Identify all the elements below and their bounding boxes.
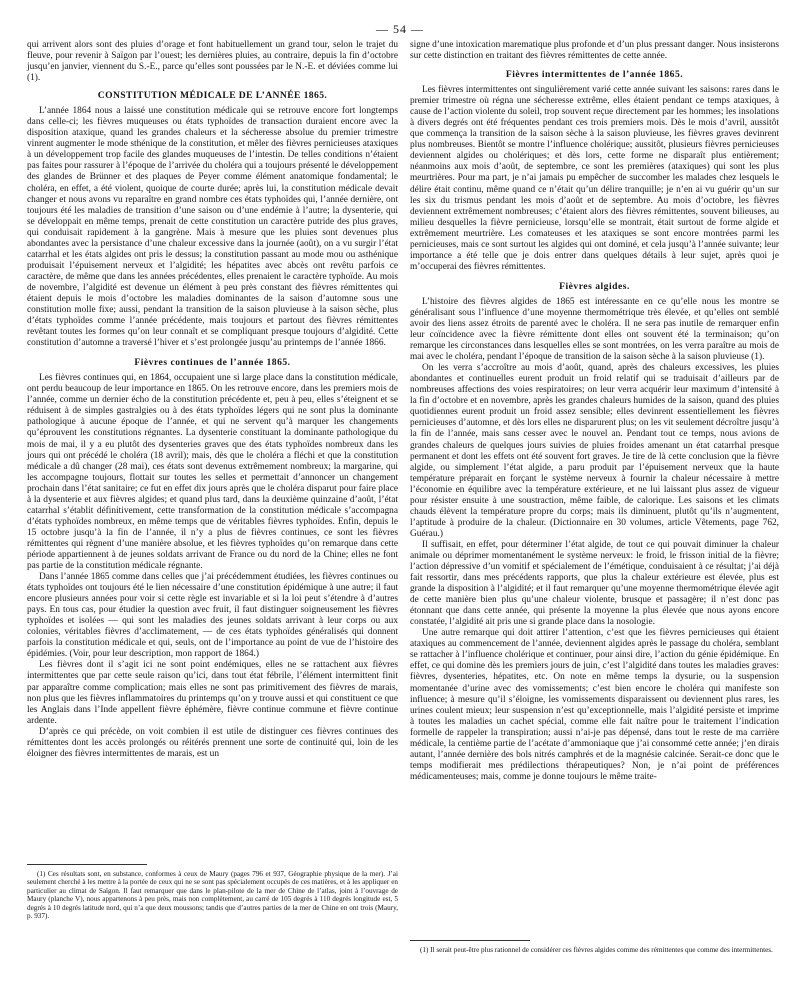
- footnote-rule-left: [27, 864, 147, 865]
- paragraph-intermittentes: Les fièvres intermittentes ont singulièrement varié cette année suivant les saisons: rares dans le premier trimestre où régna une sécheresse extrême, elles étaient pendant ce temps ataxiques, à cause de l’action violente du soleil, trop souvent reçue directement par les hommes; les insolations à divers degrés ont été fréquentes pendant ces trois premiers mois. Dès le mois d’avril, aussitôt que commença la transition de la saison sèche à la saison pluvieuse, les fièvres graves devinrent plus nombreuses. Bientôt se montre l’influence cholérique; aussitôt, plusieurs fièvres pernicieuses deviennent algides ou cholériques; et dès lors, cette forme ne disparaît plus entièrement; néanmoins aux mois d’août, de septembre, ce sont les premières (ataxiques) qui sont les plus meurtrières. Pour ma part, je n’ai jamais pu empêcher de succomber les malades chez lesquels le délire était continu, même quand ce n’était qu’un délire tranquille; je n’en ai vu guérir qu’un sur les six du trismus pendant les mois d’août et de septembre. Au mois d’octobre, les fièvres deviennent extrêmement nombreuses; c’étaient alors des fièvres rémittentes, souvent bilieuses, au milieu desquelles la fièvre pernicieuse, lorsqu’elle se montrait, était surtout de forme algide et extrêmement meurtrière. Les comateuses et les ataxiques se sont encore montrées parmi les pernicieuses, mais ce sont surtout les algides qui ont dominé, et cela jusqu’à l’année suivante; leur importance a été telle que je dois entrer dans quelques détails à leur sujet, après quoi je m’occuperai des fièvres rémittentes.: [410, 85, 779, 272]
- footnote-rule-right: [410, 940, 530, 941]
- footnote-right: (1) Il serait peut-être plus rationnel de considérer ces fièvres algides comme des rémittentes que comme des intermittentes.: [420, 946, 773, 954]
- paragraph-continues-3: Les fièvres dont il s’agit ici ne sont point endémiques, elles ne se rattachent aux fièvres intermittentes que par cette seule raison qu’ici, dans tout état fébrile, l’élément intermittent finit par apparaître comme complication; mais elles ne sont pas primitivement des fièvres de marais, non plus que les fièvres inflammatoires du printemps qu’on y trouve aussi et qui constituent ce que les Anglais dans l’Inde appellent fièvre éphémère, fièvre continue commune et fièvre continue ardente.: [27, 660, 398, 726]
- paragraph-algides-2: On les verra s’accroître au mois d’août, quand, après des chaleurs excessives, les pluies abondantes et continuelles eurent produit un froid relatif qui se traduisait d’ailleurs par de nombreuses affections des voies respiratoires; on leur verra acquérir leur maximum d’intensité à la fin d’octobre et en novembre, après les grandes chaleurs humides de la saison, quand des pluies quotidiennes eurent produit un froid assez sensible; elles devinrent essentiellement les fièvres pernicieuses d’automne, et dès lors elles ne disparurent plus; on les vit seulement décroître jusqu’à la fin de l’année, mais sans cesser avec le nouvel an. Pendant tout ce temps, nous avions de grandes chaleurs de quelques jours suivies de pluies froides amenant un état catarrhal presque permanent et dont les effets ont été souvent fort graves. Je tire de là cette conclusion que la fièvre algide, ou simplement l’état algide, a paru produit par l’épuisement nerveux que la haute température préparait en forçant le système nerveux à fournir la chaleur nécessaire à mettre l’économie en équilibre avec la température extérieure, et ne lui laissant plus assez de vigueur pour résister ensuite à une soustraction, même faible, de calorique. Les saisons et les climats chauds élèvent la température propre du corps; mais ils diminuent, plutôt qu’ils n’augmentent, l’aptitude à produire de la chaleur. (Dictionnaire en 30 volumes, article Vêtements, page 762, Guérau.): [410, 363, 779, 539]
- paragraph-algides-3: Il suffisait, en effet, pour déterminer l’état algide, de tout ce qui pouvait diminuer la chaleur animale ou déprimer momentanément le système nerveux: le froid, le frisson initial de la fièvre; l’action dépressive d’un vomitif et spécialement de l’émétique, conduisaient à ce résultat; j’ai déjà fait ressortir, dans mes précédents rapports, que plus la chaleur extérieure est élevée, plus est grande la disposition à l’algidité; et il faut remarquer qu’une moyenne thermométrique élevée agit de cette manière bien plus qu’une chaleur violente, brusque et passagère; il n’est donc pas étonnant que dans cette année, qui présente la moyenne la plus élevée que nous ayons encore constatée, l’algidité ait pris une si grande place dans la nosologie.: [410, 539, 779, 628]
- right-column: [410, 40, 779, 783]
- section-heading-algides: Fièvres algides.: [559, 280, 630, 292]
- paragraph-continues-4: D’après ce qui précède, on voit combien il est utile de distinguer ces fièvres continues des rémittentes dont les accès prolongés ou réitérés prennent une sorte de continuité qui, loin de les éloigner des fièvres intermittentes de marais, est un: [27, 726, 398, 759]
- section-heading-continues: Fièvres continues de l’année 1865.: [134, 357, 291, 369]
- paragraph-continuation: signe d’une intoxication marematique plus profonde et d’un plus pressant danger. Nous insisterons sur cette distinction en traitant des fièvres rémittentes de cette année.: [410, 40, 779, 62]
- page-number: — 54 —: [376, 22, 424, 36]
- footnote-left: (1) Ces résultats sont, en substance, conformes à ceux de Maury (pages 796 et 937, Géographie physique de la mer). J’ai seulement cherché à les mettre à la portée de ceux qui ne se sont pas spécialement occupés de ces matières, et à les appliquer en particulier au climat de Saïgon. Il faut remarquer que dans le plan-pilote de la mer de Chine de l’atlas, joint à l’ouvrage de Maury (planche V), nous appartenons à peu près, mais non complètement, au carré de 105 degrés à 110 degrés longitude est, 5 degrés à 10 degrés latitude nord, qui n’a que deux moussons; tandis que d’autres parties de la mer de Chine en ont trois (Maury, p. 937).: [27, 870, 398, 921]
- intro-paragraph: qui arrivent alors sont des pluies d’orage et font habituellement un grand tour, selon le trajet du fleuve, pour revenir à Saïgon par l’ouest; les dernières pluies, au contraire, depuis la fin d’octobre jusqu’en janvier, viennent du S.-E., parce qu’elles sont poussées par le N.-E. et déviées comme lui (1).: [27, 40, 398, 84]
- paragraph-constitution: L’année 1864 nous a laissé une constitution médicale qui se retrouve encore fort longtemps dans celle-ci; les fièvres muqueuses ou états typhoïdes de transaction duraient encore avec la disposition ataxique, quand les grandes chaleurs et la sécheresse absolue du premier trimestre vinrent augmenter le mode sthénique de la constitution, et mêler des fièvres pernicieuses ataxiques à un développement trop facile des glandes muqueuses de l’intestin. De telles conditions n’étaient pas faites pour rassurer à l’époque de l’arrivée du choléra qui a toujours présenté le développement des glandes de Brünner et des plaques de Peyer comme élément anatomique fondamental; le choléra, en effet, a été violent, quoique de courte durée; après lui, la constitution médicale devait changer et nous avons vu reparaître en grand nombre ces états typhoïdes qui, l’année dernière, ont toujours été les maladies de transition d’une saison ou d’une endémie à l’autre; la dysenterie, qui se développait en même temps, prenait de cette constitution un caractère putride des plus graves, qui conduisait rapidement à la gangrène. Mais à mesure que les pluies sont devenues plus abondantes avec la persistance d’une chaleur excessive dans la journée (août), on a vu surgir l’état catarrhal et les états algides ont pris le dessus; la constitution passant au mode mou ou asthénique produisait l’épuisement nerveux et l’algidité; les hépatites avec abcès ont revêtu parfois ce caractère, de même que dans les années précédentes, elles prenaient le caractère typhoïde. Au mois de novembre, l’algidité est devenue un élément à peu près constant des fièvres rémittentes qui étaient depuis le mois d’octobre les maladies dominantes de la saison d’automne sous une constitution molle fixe; aussi, pendant la transition de la saison pluvieuse à la saison sèche, plus d’états typhoïdes comme l’année précédente, mais toujours et partout des fièvres rémittentes revêtant toutes les formes qu’on leur connaît et se compliquant presque toujours d’algidité. Cette constitution d’automne a traversé l’hiver et s’est prolongée jusqu’au printemps de l’année 1866.: [27, 106, 398, 349]
- paragraph-algides-4: Une autre remarque qui doit attirer l’attention, c’est que les fièvres pernicieuses qui étaient ataxiques au commencement de l’année, deviennent algides après le passage du choléra, semblant se rattacher à l’influence cholérique et continuer, pour ainsi dire, l’action du génie épidémique. En effet, ce qui domine dès les premiers jours de juin, c’est l’algidité dans toutes les maladies graves: fièvres, dysenteries, hépatites, etc. On note en même temps la dysurie, ou la suspension momentanée d’urine avec des vomissements; c’est bien encore le choléra qui manifeste son influence; à mesure qu’il s’éloigne, les vomissements disparaissent ou deviennent plus rares, les urines coulent mieux; leur suspension n’est qu’exceptionnelle, mais l’algidité persiste et imprime à toutes les maladies un cachet spécial, comme elle fait naître pour le traitement l’indication formelle de rappeler la transpiration; aussi n’ai-je pas dépensé, dans tout le reste de ma carrière médicale, la centième partie de l’acétate d’ammoniaque que j’ai consommé cette année; j’en dirais autant, l’année dernière des bols nitrés camphrés et de la magnésie calcinée. Serait-ce donc que le temps modifierait mes prédilections thérapeutiques? Non, je n’ai point de préférences médicamenteuses; mais, comme je donne toujours le même traite-: [410, 628, 779, 782]
- section-heading-constitution: CONSTITUTION MÉDICALE DE L’ANNÉE 1865.: [97, 90, 328, 102]
- footnote-left-area: [27, 870, 398, 920]
- left-column: [27, 40, 398, 760]
- paragraph-continues-1: Les fièvres continues qui, en 1864, occupaient une si large place dans la constitution médicale, ont perdu beaucoup de leur importance en 1865. On les retrouve encore, dans les premiers mois de l’année, comme un dernier écho de la constitution précédente et, peu à peu, elles s’éteignent et se réduisent à de simples gastralgies ou à des états typhoïdes légers qui ne sont plus la dominante pathologique à aucune époque de l’année, et qui ne servent qu’à marquer les changements qu’éprouvent les constitutions régnantes. La dysenterie constituant la dominante pathologique du mois de mai, il y a eu plutôt des dysenteries graves que des états typhoïdes nombreux dans les jours qui ont précédé le choléra (18 avril); mais, dès que le choléra a fléchi et que la constitution médicale a dû changer (28 mai), ces états sont devenus extrêmement nombreux; la margarine, qui les accompagne toujours, flottait sur toutes les selles et permettait d’annoncer un changement prochain dans l’état sanitaire; ce fut en effet dix jours après que le choléra disparut pour faire place à la dysenterie et aux fièvres algides; et quand plus tard, dans la deuxième quinzaine d’août, l’état catarrhal s’établit définitivement, cette transformation de la constitution médicale s’accompagna d’états typhoïdes nombreux, en même temps que de véritables fièvres typhoïdes. Enfin, depuis le 15 octobre jusqu’à la fin de l’année, il n’y a plus de fièvres continues, ce sont les fièvres rémittentes qui règnent d’une manière absolue, et les fièvres typhoïdes qu’on remarque dans cette période appartiennent à de jeunes soldats arrivant de France ou du nord de la Chine; elles ne font pas partie de la constitution médicale régnante.: [27, 373, 398, 572]
- footnote-right-area: [410, 946, 779, 954]
- paragraph-algides-1: L’histoire des fièvres algides de 1865 est intéressante en ce qu’elle nous les montre se généralisant sous l’influence d’une moyenne thermométrique très élevée, et qu’elles ont semblé avoir des liens assez étroits de parenté avec le choléra. Il ne sera pas inutile de remarquer enfin leur coïncidence avec la fièvre rémittente dont elles ont souvent été la terminaison; qu’on remarque les circonstances dans lesquelles elles se sont montrées, on les verra paraître au mois de mai avec le choléra, pendant l’époque de transition de la saison sèche à la saison pluvieuse (1).: [410, 296, 779, 363]
- paragraph-continues-2: Dans l’année 1865 comme dans celles que j’ai précédemment étudiées, les fièvres continues ou états typhoïdes ont toujours été le lien nécessaire d’une constitution épidémique à une autre; il faut encore plusieurs années pour voir si cette règle est invariable et si la loi peut s’étendre à d’autres pays. En tous cas, pour étudier la question avec fruit, il faut distinguer soigneusement les fièvres typhoïdes et isolées — qui sont les maladies des jeunes soldats arrivant à leur corps ou aux colonies, véritables fièvres d’acclimatement, — de ces états typhoïdes généralisés qui donnent parfois la constitution médicale et qui, seuls, ont de l’importance au point de vue de l’histoire des épidémies. (Voir, pour leur description, mon rapport de 1864.): [27, 572, 398, 660]
- section-heading-intermittentes: Fièvres intermittentes de l’année 1865.: [505, 69, 684, 81]
